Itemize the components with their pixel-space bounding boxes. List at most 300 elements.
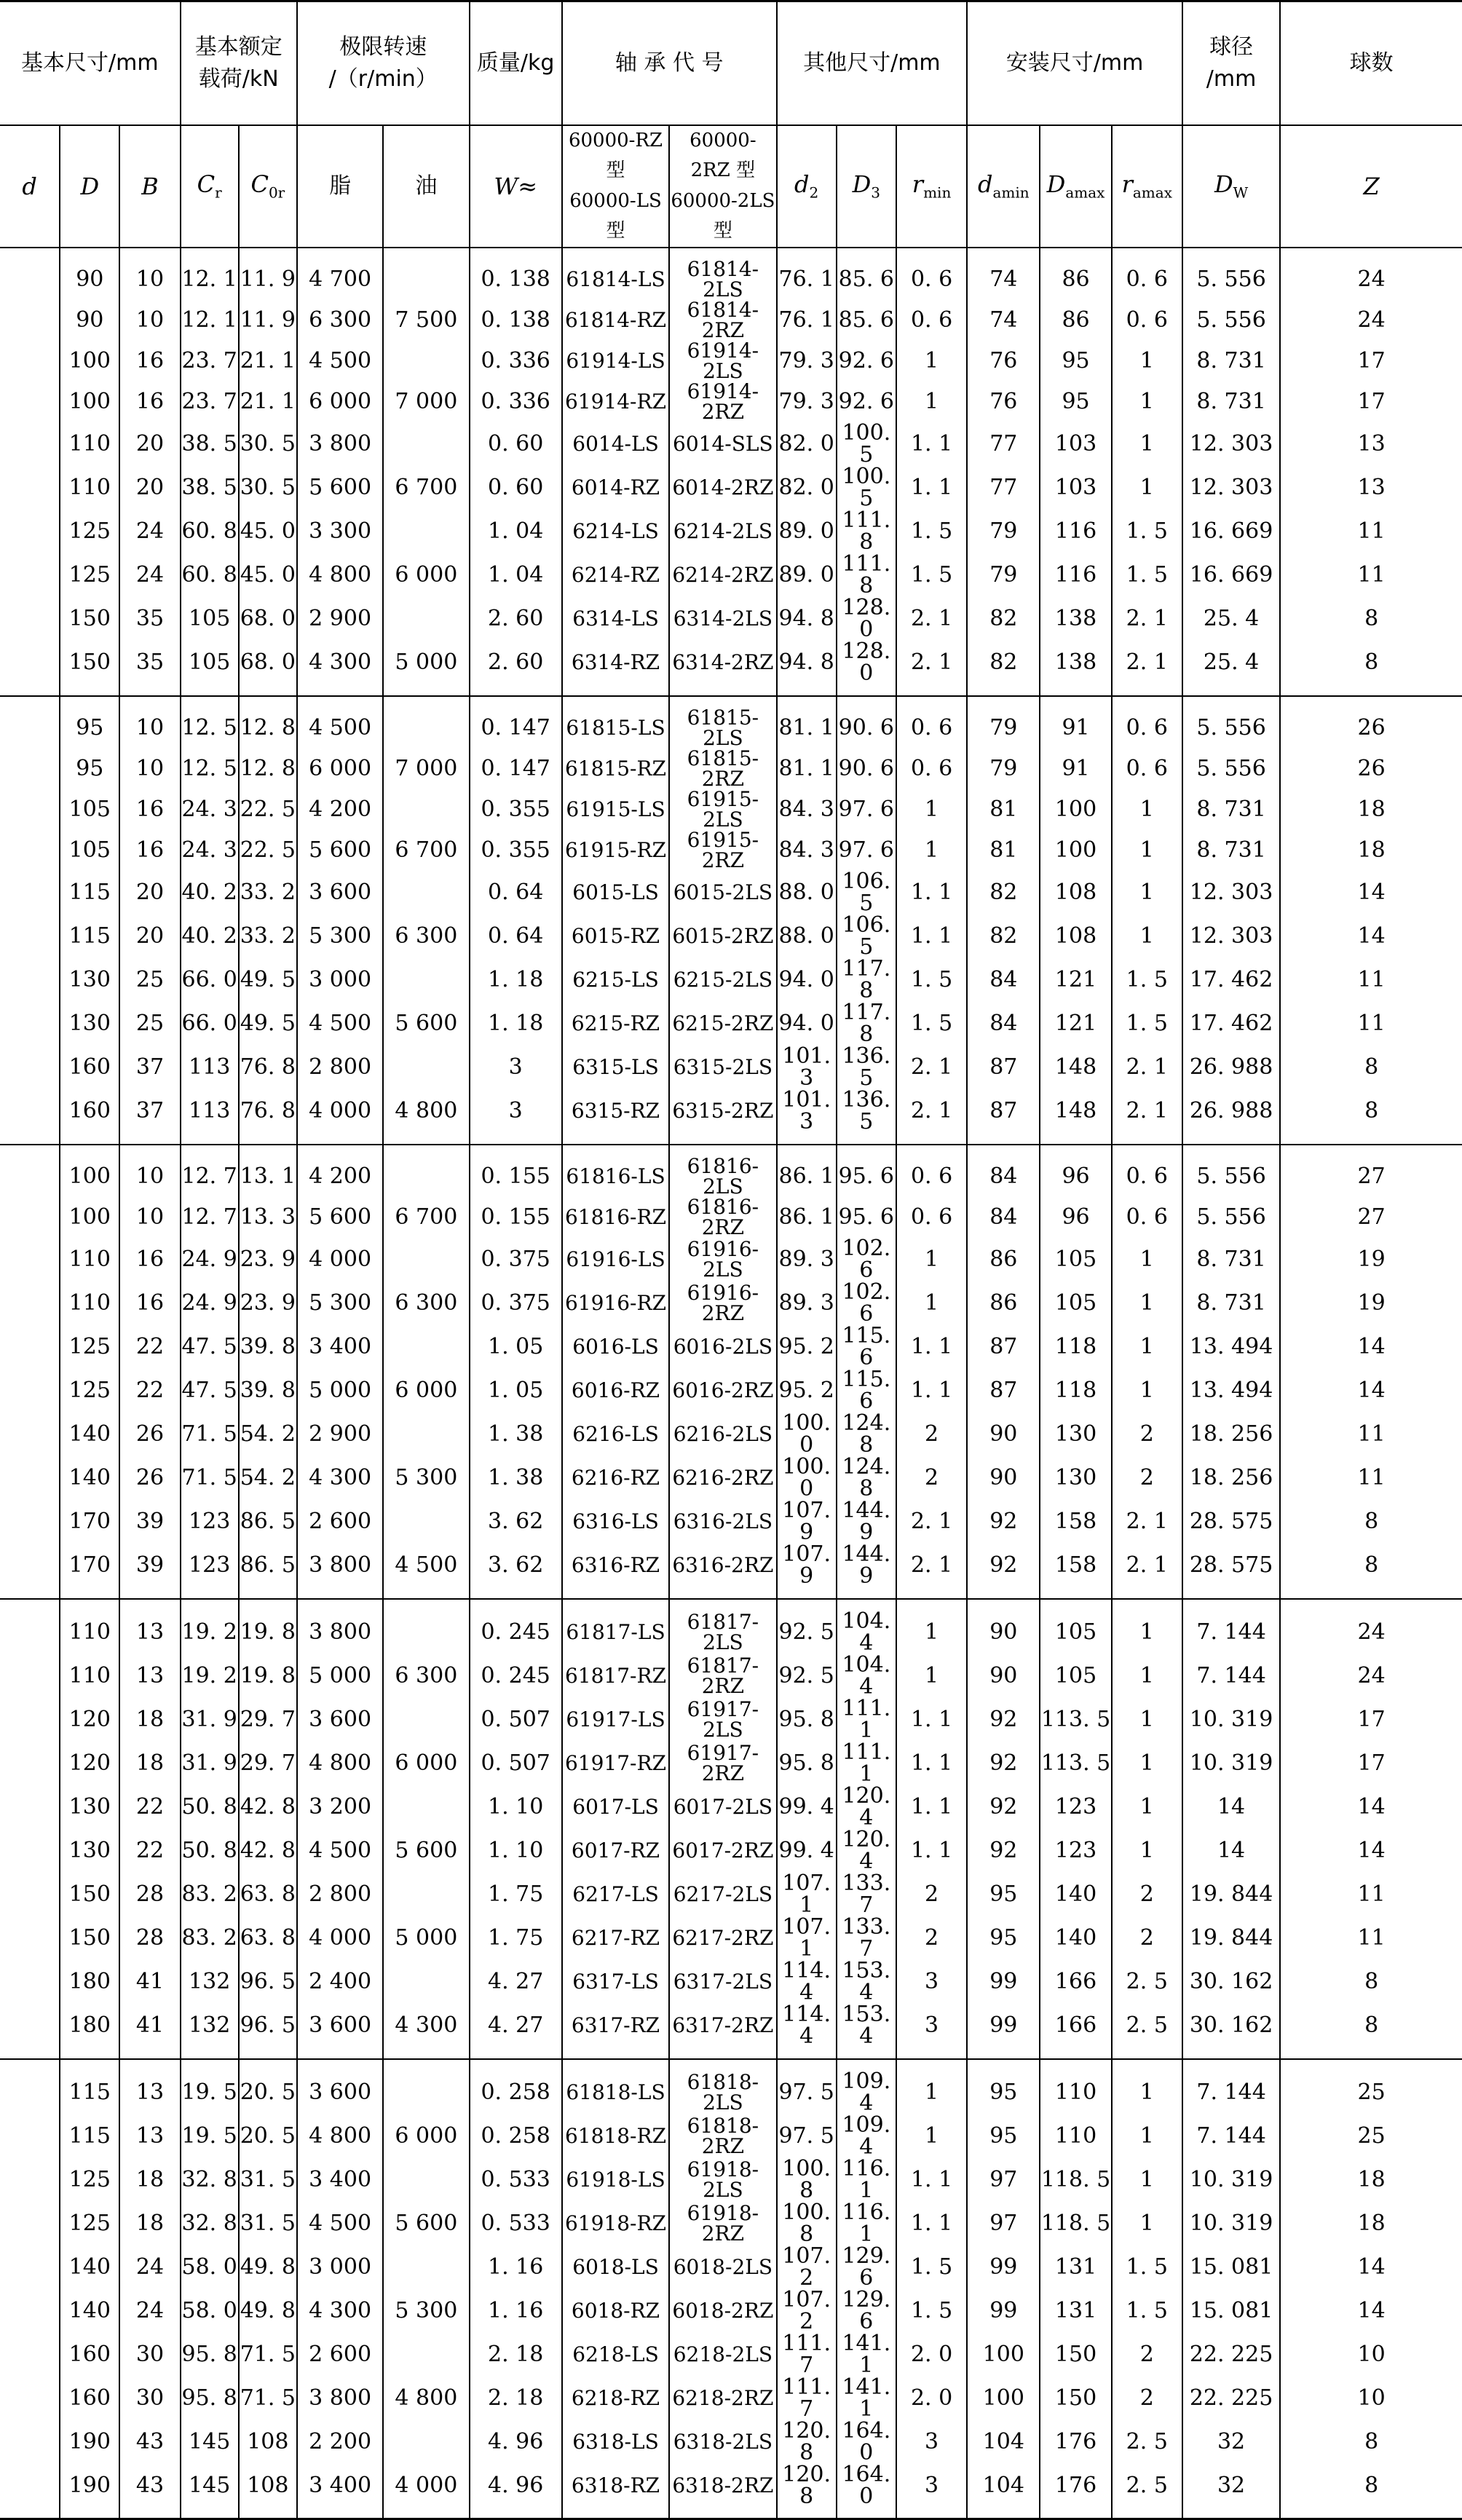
cell-B: 13 bbox=[119, 2071, 180, 2114]
cell-Dw: 10. 319 bbox=[1182, 2202, 1280, 2246]
cell-Cr: 83. 2 bbox=[181, 1873, 239, 1916]
cell-damin: 79 bbox=[967, 553, 1040, 597]
cell-rmin: 1. 1 bbox=[896, 422, 967, 466]
cell-rmin: 2 bbox=[896, 1916, 967, 1960]
cell-W: 0. 507 bbox=[470, 1742, 562, 1785]
cell-Damax: 138 bbox=[1040, 641, 1111, 684]
cell-oil bbox=[383, 1785, 469, 1829]
table-row bbox=[0, 915, 1462, 958]
cell-d2: 84. 3 bbox=[777, 830, 837, 871]
cell-W: 0. 355 bbox=[470, 789, 562, 830]
cell-ramax: 1. 5 bbox=[1112, 1002, 1182, 1046]
cell-rmin: 1. 1 bbox=[896, 1369, 967, 1413]
cell-Z: 13 bbox=[1280, 422, 1462, 466]
cell-d2: 92. 5 bbox=[777, 1611, 837, 1654]
cell-Damax: 166 bbox=[1040, 2004, 1111, 2047]
cell-type-2: 6014-SLS bbox=[669, 422, 776, 466]
cell-grease: 3 600 bbox=[297, 2004, 383, 2047]
cell-C0r: 39. 8 bbox=[239, 1369, 297, 1413]
cell-Dw: 10. 319 bbox=[1182, 1698, 1280, 1742]
cell-D3: 128. 0 bbox=[837, 597, 896, 641]
cell-type-2: 61814-2RZ bbox=[669, 300, 776, 341]
cell-type-1: 61817-RZ bbox=[562, 1654, 669, 1698]
cell-Z: 8 bbox=[1280, 1046, 1462, 1089]
cell-Dw: 18. 256 bbox=[1182, 1413, 1280, 1456]
cell-Damax: 150 bbox=[1040, 2333, 1111, 2377]
cell-oil bbox=[383, 958, 469, 1002]
cell-Dw: 26. 988 bbox=[1182, 1089, 1280, 1133]
cell-damin: 86 bbox=[967, 1238, 1040, 1281]
header-speed-limit-line1: 极限转速 bbox=[339, 34, 427, 60]
cell-Dw: 12. 303 bbox=[1182, 466, 1280, 510]
cell-Damax: 103 bbox=[1040, 466, 1111, 510]
table-row bbox=[0, 466, 1462, 510]
header-speed-limit bbox=[297, 1, 470, 125]
cell-D3: 104. 4 bbox=[837, 1611, 896, 1654]
table-row bbox=[0, 1916, 1462, 1960]
cell-oil: 4 500 bbox=[383, 1544, 469, 1587]
cell-D3: 100. 5 bbox=[837, 466, 896, 510]
cell-D3: 115. 6 bbox=[837, 1325, 896, 1369]
cell-Damax: 121 bbox=[1040, 958, 1111, 1002]
cell-ramax: 2 bbox=[1112, 1873, 1182, 1916]
cell-ramax: 0. 6 bbox=[1112, 1156, 1182, 1197]
cell-ramax: 1 bbox=[1112, 2202, 1182, 2246]
cell-W: 1. 04 bbox=[470, 510, 562, 553]
cell-oil: 5 600 bbox=[383, 1829, 469, 1873]
cell-Z: 8 bbox=[1280, 2464, 1462, 2508]
cell-ramax: 1 bbox=[1112, 1742, 1182, 1785]
cell-damin: 77 bbox=[967, 466, 1040, 510]
cell-B: 20 bbox=[119, 915, 180, 958]
bore-diameter bbox=[0, 1599, 60, 2059]
cell-oil: 6 700 bbox=[383, 1197, 469, 1238]
cell-C0r: 23. 9 bbox=[239, 1238, 297, 1281]
cell-damin: 90 bbox=[967, 1611, 1040, 1654]
cell-ramax: 1 bbox=[1112, 341, 1182, 382]
cell-D: 110 bbox=[60, 422, 119, 466]
cell-grease: 3 800 bbox=[297, 1544, 383, 1587]
cell-Cr: 71. 5 bbox=[181, 1413, 239, 1456]
cell-grease: 2 600 bbox=[297, 2333, 383, 2377]
cell-Cr: 12. 7 bbox=[181, 1156, 239, 1197]
cell-grease: 4 700 bbox=[297, 259, 383, 300]
cell-B: 20 bbox=[119, 422, 180, 466]
cell-damin: 92 bbox=[967, 1829, 1040, 1873]
cell-grease: 3 200 bbox=[297, 1785, 383, 1829]
cell-rmin: 0. 6 bbox=[896, 708, 967, 749]
table-header bbox=[0, 1, 1462, 248]
cell-type-2: 6314-2RZ bbox=[669, 641, 776, 684]
cell-C0r: 31. 5 bbox=[239, 2158, 297, 2202]
cell-Damax: 148 bbox=[1040, 1046, 1111, 1089]
cell-W: 4. 27 bbox=[470, 1960, 562, 2004]
cell-D3: 136. 5 bbox=[837, 1046, 896, 1089]
cell-D3: 111. 1 bbox=[837, 1742, 896, 1785]
table-row bbox=[0, 830, 1462, 871]
cell-damin: 90 bbox=[967, 1654, 1040, 1698]
cell-damin: 99 bbox=[967, 2004, 1040, 2047]
cell-D: 100 bbox=[60, 382, 119, 422]
table-row bbox=[0, 1873, 1462, 1916]
cell-grease: 3 600 bbox=[297, 871, 383, 915]
cell-D: 105 bbox=[60, 789, 119, 830]
cell-type-2: 6218-2RZ bbox=[669, 2377, 776, 2420]
cell-d2: 89. 3 bbox=[777, 1281, 837, 1325]
cell-D: 125 bbox=[60, 2202, 119, 2246]
cell-Cr: 95. 8 bbox=[181, 2333, 239, 2377]
cell-d2: 120. 8 bbox=[777, 2420, 837, 2464]
cell-type-2: 61815-2RZ bbox=[669, 749, 776, 789]
cell-W: 4. 96 bbox=[470, 2420, 562, 2464]
cell-D3: 111. 8 bbox=[837, 553, 896, 597]
cell-type-1: 61817-LS bbox=[562, 1611, 669, 1654]
cell-W: 0. 138 bbox=[470, 259, 562, 300]
cell-ramax: 2. 1 bbox=[1112, 641, 1182, 684]
cell-damin: 74 bbox=[967, 300, 1040, 341]
cell-D3: 111. 1 bbox=[837, 1698, 896, 1742]
cell-D3: 95. 6 bbox=[837, 1197, 896, 1238]
cell-d2: 92. 5 bbox=[777, 1654, 837, 1698]
cell-Damax: 105 bbox=[1040, 1238, 1111, 1281]
cell-damin: 84 bbox=[967, 1002, 1040, 1046]
cell-rmin: 1. 1 bbox=[896, 1785, 967, 1829]
cell-ramax: 1 bbox=[1112, 1611, 1182, 1654]
cell-Damax: 91 bbox=[1040, 708, 1111, 749]
cell-D: 105 bbox=[60, 830, 119, 871]
cell-D3: 106. 5 bbox=[837, 915, 896, 958]
cell-grease: 6 000 bbox=[297, 382, 383, 422]
cell-Z: 17 bbox=[1280, 341, 1462, 382]
cell-damin: 104 bbox=[967, 2420, 1040, 2464]
cell-damin: 81 bbox=[967, 789, 1040, 830]
header-ball-dia-line1: 球径 bbox=[1209, 34, 1254, 60]
cell-ramax: 2 bbox=[1112, 2377, 1182, 2420]
cell-oil: 6 000 bbox=[383, 553, 469, 597]
cell-B: 43 bbox=[119, 2420, 180, 2464]
cell-d2: 107. 1 bbox=[777, 1873, 837, 1916]
cell-oil: 6 000 bbox=[383, 1742, 469, 1785]
cell-damin: 87 bbox=[967, 1325, 1040, 1369]
cell-ramax: 1 bbox=[1112, 1238, 1182, 1281]
cell-Cr: 32. 8 bbox=[181, 2202, 239, 2246]
table-row bbox=[0, 749, 1462, 789]
cell-C0r: 33. 2 bbox=[239, 915, 297, 958]
cell-Damax: 176 bbox=[1040, 2464, 1111, 2508]
cell-rmin: 1 bbox=[896, 2114, 967, 2158]
cell-C0r: 96. 5 bbox=[239, 1960, 297, 2004]
cell-Damax: 105 bbox=[1040, 1611, 1111, 1654]
cell-Cr: 40. 2 bbox=[181, 871, 239, 915]
cell-d2: 107. 9 bbox=[777, 1544, 837, 1587]
cell-Cr: 58. 0 bbox=[181, 2289, 239, 2333]
cell-D3: 92. 6 bbox=[837, 382, 896, 422]
cell-Z: 14 bbox=[1280, 1325, 1462, 1369]
cell-D3: 124. 8 bbox=[837, 1413, 896, 1456]
cell-Z: 19 bbox=[1280, 1238, 1462, 1281]
cell-type-1: 6317-LS bbox=[562, 1960, 669, 2004]
cell-D3: 97. 6 bbox=[837, 789, 896, 830]
cell-rmin: 1. 1 bbox=[896, 1829, 967, 1873]
cell-D3: 109. 4 bbox=[837, 2114, 896, 2158]
header-install-dims: 安装尺寸/mm bbox=[967, 1, 1182, 125]
cell-damin: 87 bbox=[967, 1089, 1040, 1133]
cell-Cr: 12. 1 bbox=[181, 300, 239, 341]
cell-damin: 92 bbox=[967, 1544, 1040, 1587]
cell-rmin: 0. 6 bbox=[896, 259, 967, 300]
cell-Cr: 24. 9 bbox=[181, 1281, 239, 1325]
cell-oil: 7 500 bbox=[383, 300, 469, 341]
cell-Damax: 150 bbox=[1040, 2377, 1111, 2420]
cell-grease: 4 300 bbox=[297, 2289, 383, 2333]
cell-D: 130 bbox=[60, 1785, 119, 1829]
cell-W: 0. 155 bbox=[470, 1197, 562, 1238]
cell-ramax: 2. 5 bbox=[1112, 2420, 1182, 2464]
cell-oil: 7 000 bbox=[383, 749, 469, 789]
table-row bbox=[0, 1829, 1462, 1873]
table-row bbox=[0, 1238, 1462, 1281]
cell-ramax: 1 bbox=[1112, 1369, 1182, 1413]
cell-D: 120 bbox=[60, 1698, 119, 1742]
cell-Cr: 95. 8 bbox=[181, 2377, 239, 2420]
cell-d2: 107. 1 bbox=[777, 1916, 837, 1960]
cell-C0r: 29. 7 bbox=[239, 1698, 297, 1742]
cell-Cr: 113 bbox=[181, 1089, 239, 1133]
cell-Damax: 138 bbox=[1040, 597, 1111, 641]
cell-Z: 14 bbox=[1280, 871, 1462, 915]
cell-Damax: 100 bbox=[1040, 830, 1111, 871]
cell-oil: 5 600 bbox=[383, 1002, 469, 1046]
cell-D3: 136. 5 bbox=[837, 1089, 896, 1133]
cell-Cr: 132 bbox=[181, 2004, 239, 2047]
sym-rmin-sub: min bbox=[923, 183, 952, 202]
sym-rmin bbox=[896, 125, 967, 248]
cell-Damax: 140 bbox=[1040, 1873, 1111, 1916]
cell-grease: 3 400 bbox=[297, 2464, 383, 2508]
cell-d2: 100. 0 bbox=[777, 1413, 837, 1456]
cell-W: 1. 05 bbox=[470, 1369, 562, 1413]
cell-grease: 4 300 bbox=[297, 641, 383, 684]
cell-damin: 92 bbox=[967, 1698, 1040, 1742]
cell-rmin: 0. 6 bbox=[896, 1156, 967, 1197]
cell-oil bbox=[383, 708, 469, 749]
cell-C0r: 49. 5 bbox=[239, 1002, 297, 1046]
cell-Z: 8 bbox=[1280, 1544, 1462, 1587]
cell-Cr: 83. 2 bbox=[181, 1916, 239, 1960]
table-row bbox=[0, 1046, 1462, 1089]
cell-d2: 82. 0 bbox=[777, 422, 837, 466]
cell-ramax: 0. 6 bbox=[1112, 708, 1182, 749]
cell-Cr: 38. 5 bbox=[181, 422, 239, 466]
cell-D3: 141. 1 bbox=[837, 2333, 896, 2377]
cell-B: 16 bbox=[119, 341, 180, 382]
cell-rmin: 1. 1 bbox=[896, 466, 967, 510]
group-d70 bbox=[0, 248, 1462, 696]
cell-type-2: 61916-2LS bbox=[669, 1238, 776, 1281]
cell-B: 35 bbox=[119, 641, 180, 684]
cell-Dw: 5. 556 bbox=[1182, 259, 1280, 300]
cell-D: 160 bbox=[60, 1089, 119, 1133]
group-d90 bbox=[0, 2059, 1462, 2519]
cell-damin: 82 bbox=[967, 915, 1040, 958]
cell-Z: 24 bbox=[1280, 1611, 1462, 1654]
sym-D3-main: D bbox=[852, 170, 872, 198]
cell-grease: 5 300 bbox=[297, 1281, 383, 1325]
cell-Dw: 7. 144 bbox=[1182, 1611, 1280, 1654]
cell-type-2: 61914-2RZ bbox=[669, 382, 776, 422]
cell-damin: 104 bbox=[967, 2464, 1040, 2508]
cell-Dw: 22. 225 bbox=[1182, 2333, 1280, 2377]
cell-type-2: 6018-2RZ bbox=[669, 2289, 776, 2333]
cell-rmin: 1. 5 bbox=[896, 2289, 967, 2333]
cell-D3: 90. 6 bbox=[837, 749, 896, 789]
cell-D: 110 bbox=[60, 1238, 119, 1281]
cell-D3: 102. 6 bbox=[837, 1281, 896, 1325]
cell-Cr: 23. 7 bbox=[181, 341, 239, 382]
cell-C0r: 12. 8 bbox=[239, 749, 297, 789]
cell-rmin: 1 bbox=[896, 1238, 967, 1281]
cell-oil: 5 300 bbox=[383, 2289, 469, 2333]
cell-W: 0. 64 bbox=[470, 915, 562, 958]
cell-type-2: 6216-2LS bbox=[669, 1413, 776, 1456]
cell-rmin: 1 bbox=[896, 382, 967, 422]
cell-D: 130 bbox=[60, 1829, 119, 1873]
cell-Damax: 176 bbox=[1040, 2420, 1111, 2464]
table-row bbox=[0, 2071, 1462, 2114]
cell-D: 115 bbox=[60, 2114, 119, 2158]
table-row bbox=[0, 1611, 1462, 1654]
cell-d2: 84. 3 bbox=[777, 789, 837, 830]
cell-type-2: 61916-2RZ bbox=[669, 1281, 776, 1325]
cell-ramax: 1 bbox=[1112, 1698, 1182, 1742]
cell-rmin: 2 bbox=[896, 1456, 967, 1500]
cell-B: 28 bbox=[119, 1873, 180, 1916]
cell-type-2: 61816-2LS bbox=[669, 1156, 776, 1197]
cell-oil bbox=[383, 1046, 469, 1089]
cell-type-1: 61814-RZ bbox=[562, 300, 669, 341]
cell-grease: 4 200 bbox=[297, 789, 383, 830]
cell-D: 115 bbox=[60, 871, 119, 915]
cell-type-2: 61817-2LS bbox=[669, 1611, 776, 1654]
cell-d2: 107. 9 bbox=[777, 1500, 837, 1544]
cell-damin: 87 bbox=[967, 1046, 1040, 1089]
cell-ramax: 1 bbox=[1112, 382, 1182, 422]
sym-C0r-sub: 0r bbox=[268, 183, 285, 202]
cell-type-2: 6217-2RZ bbox=[669, 1916, 776, 1960]
cell-grease: 3 400 bbox=[297, 1325, 383, 1369]
header-ball-dia-line2: /mm bbox=[1206, 66, 1257, 92]
cell-C0r: 22. 5 bbox=[239, 830, 297, 871]
cell-Z: 8 bbox=[1280, 2420, 1462, 2464]
cell-rmin: 1 bbox=[896, 789, 967, 830]
cell-d2: 81. 1 bbox=[777, 708, 837, 749]
cell-Cr: 19. 5 bbox=[181, 2114, 239, 2158]
cell-Damax: 140 bbox=[1040, 1916, 1111, 1960]
cell-B: 43 bbox=[119, 2464, 180, 2508]
cell-ramax: 1 bbox=[1112, 2071, 1182, 2114]
cell-Dw: 12. 303 bbox=[1182, 422, 1280, 466]
cell-W: 3 bbox=[470, 1089, 562, 1133]
cell-grease: 4 000 bbox=[297, 1916, 383, 1960]
cell-oil bbox=[383, 2158, 469, 2202]
cell-ramax: 1 bbox=[1112, 1829, 1182, 1873]
cell-Dw: 19. 844 bbox=[1182, 1873, 1280, 1916]
cell-Dw: 8. 731 bbox=[1182, 830, 1280, 871]
cell-d2: 76. 1 bbox=[777, 300, 837, 341]
cell-damin: 74 bbox=[967, 259, 1040, 300]
cell-Cr: 145 bbox=[181, 2420, 239, 2464]
cell-type-2: 6318-2RZ bbox=[669, 2464, 776, 2508]
cell-D: 140 bbox=[60, 2289, 119, 2333]
table-row bbox=[0, 1089, 1462, 1133]
cell-D: 150 bbox=[60, 1916, 119, 1960]
cell-damin: 95 bbox=[967, 2114, 1040, 2158]
cell-Dw: 28. 575 bbox=[1182, 1500, 1280, 1544]
cell-d2: 111. 7 bbox=[777, 2377, 837, 2420]
cell-C0r: 42. 8 bbox=[239, 1785, 297, 1829]
cell-grease: 4 300 bbox=[297, 1456, 383, 1500]
cell-rmin: 1. 1 bbox=[896, 2202, 967, 2246]
cell-rmin: 2. 0 bbox=[896, 2377, 967, 2420]
cell-C0r: 71. 5 bbox=[239, 2333, 297, 2377]
header-rated-load-line1: 基本额定 bbox=[194, 34, 282, 60]
cell-type-1: 6318-RZ bbox=[562, 2464, 669, 2508]
cell-Cr: 123 bbox=[181, 1544, 239, 1587]
group-d75 bbox=[0, 696, 1462, 1145]
cell-ramax: 0. 6 bbox=[1112, 749, 1182, 789]
cell-type-1: 6216-RZ bbox=[562, 1456, 669, 1500]
table-row bbox=[0, 2377, 1462, 2420]
cell-W: 0. 147 bbox=[470, 708, 562, 749]
table-row bbox=[0, 1960, 1462, 2004]
cell-type-2: 61814-2LS bbox=[669, 259, 776, 300]
cell-W: 0. 245 bbox=[470, 1611, 562, 1654]
cell-Cr: 24. 9 bbox=[181, 1238, 239, 1281]
cell-C0r: 49. 8 bbox=[239, 2289, 297, 2333]
cell-rmin: 0. 6 bbox=[896, 300, 967, 341]
cell-ramax: 2. 5 bbox=[1112, 1960, 1182, 2004]
sym-ramax-sub: amax bbox=[1132, 183, 1172, 202]
cell-damin: 99 bbox=[967, 1960, 1040, 2004]
cell-B: 37 bbox=[119, 1089, 180, 1133]
cell-grease: 4 200 bbox=[297, 1156, 383, 1197]
cell-grease: 5 300 bbox=[297, 915, 383, 958]
cell-type-1: 61816-RZ bbox=[562, 1197, 669, 1238]
table-row bbox=[0, 341, 1462, 382]
cell-D: 130 bbox=[60, 958, 119, 1002]
cell-W: 0. 355 bbox=[470, 830, 562, 871]
table-row bbox=[0, 300, 1462, 341]
cell-B: 24 bbox=[119, 510, 180, 553]
cell-type-2: 61917-2LS bbox=[669, 1698, 776, 1742]
cell-Cr: 19. 2 bbox=[181, 1654, 239, 1698]
cell-D3: 129. 6 bbox=[837, 2246, 896, 2289]
sym-Dw-main: D bbox=[1214, 170, 1233, 198]
cell-Damax: 118 bbox=[1040, 1369, 1111, 1413]
cell-d2: 100. 8 bbox=[777, 2202, 837, 2246]
cell-type-1: 61814-LS bbox=[562, 259, 669, 300]
type-col-2 bbox=[669, 125, 776, 248]
cell-W: 0. 64 bbox=[470, 871, 562, 915]
table-row bbox=[0, 1785, 1462, 1829]
cell-W: 1. 38 bbox=[470, 1456, 562, 1500]
cell-rmin: 3 bbox=[896, 2464, 967, 2508]
cell-rmin: 2 bbox=[896, 1413, 967, 1456]
sym-C0r-main: C bbox=[250, 170, 269, 198]
cell-d2: 88. 0 bbox=[777, 915, 837, 958]
cell-damin: 76 bbox=[967, 341, 1040, 382]
cell-grease: 5 600 bbox=[297, 466, 383, 510]
